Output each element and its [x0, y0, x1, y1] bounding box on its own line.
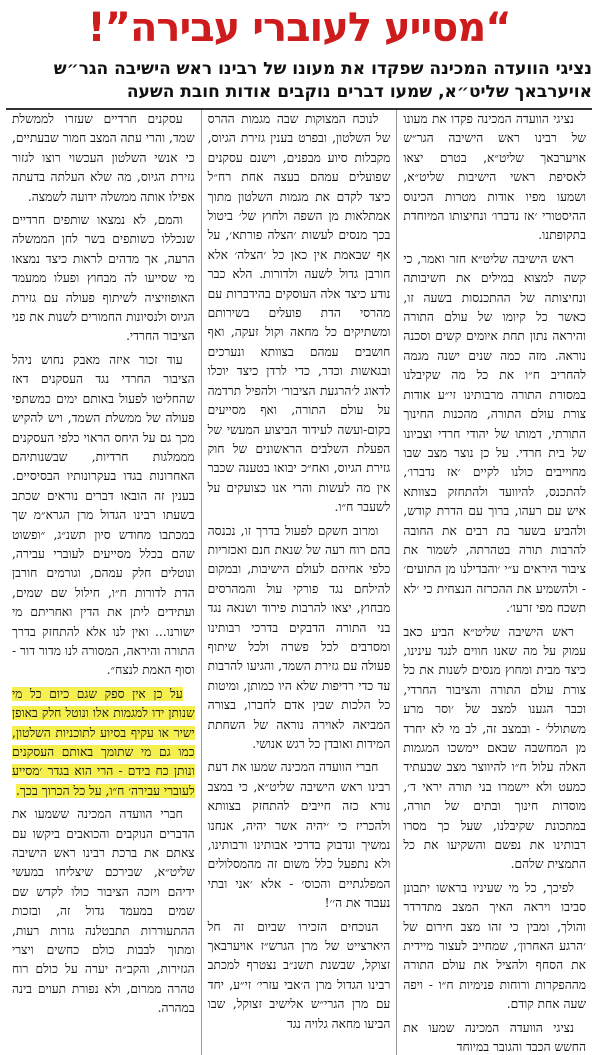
highlighted-paragraph [12, 685, 195, 801]
paragraph: חברי הוועדה המכינה שמעו את דעת רבינו ראש הישיבה שליט״א, כי במצב נורא כזה חייבים להתחזק בצוותא ולהכריז כי ׳יהיה אשר יהיה, אנחנו נמשיך ונדבוק בדרכי אבותינו ורבותינו, ולא נתפעל כלל משום זה מהמסלולים המפלגתיים והכוס׳ - אלא ׳אני ובתי נעבוד את ה׳׳! [207, 760, 391, 911]
column-left [6, 110, 201, 1055]
headline: “מסייע לעוברי עבירה”! [87, 5, 511, 51]
paragraph: ומרוב חשקם לפעול בדרך זו, נכנסה בהם רוח רעה של שנאת חנם ואכזריות כלפי אחיהם לעולם הישיבות, ובמקום להילחם נגד פורקי עול והמהרסים מבחוץ, יצאו להרבות פירוד ושנאה נגד בני התורה הדבקים בדרכי רבותינו ומסרבים לכל פשרה ולכל שיתוף פעולה עם גזירת השמד, והגיעו להרבות עד כדי רדיפות שלא היו כמותן, ומיטות כל הלכות שבין אדם לחברו, בצורה המביאה לאוירה נוראה של השחתת המידות ואובדן כל רגש אנושי. [207, 523, 391, 751]
paragraph: עסקנים חרדיים שעזרו לממשלת שמד, והרי עתה המצב חמור שבעתיים, כי אנשי השלטון העכשוי רוצו לגזור גזירת הגיוס, מה שלא העלתה בדעתה אפילו אותה ממשלה ידועה לשמצה. [11, 112, 195, 204]
paragraph: ראש הישיבה שליט״א הביע כאב עמוק על מה שאנו חווים לנגד עינינו, כיצד מבית ומחוץ מנסים לשנות את כל צורת עולם התורה והציבור החרדי, וכבר הגענו למצב של ׳וסר מרע משתולל׳ - ובמצב זה, לב מי לא יחרד מן המחשבה שבאם יימשכו המגמות האלה עלול ח״ו להיווצר מצב שבעתיד כמעט ולא יישמרו בני תורה יראי ד׳, מוסדות חינוך ובתים של תורה, במתכונת שקיבלנו, שעל כך מסרו רבותינו את נפשם והשקיעו את כל התמצית שלהם. [403, 624, 586, 872]
column-middle [201, 110, 397, 1055]
highlight-marker: על כן אין ספק שגם כיום כל מי שנותן ידו למגמות אלו ונוטל חלק באופן ישיר או עקיף בסיוע לתוכניות השלטון, כמו גם מי שתומך באותם העסקנים ונותן כח בידם - הרי הוא בגדר ׳מסייע לעוברי עבירה׳ ח״ו, על כל הכרוך בכך. [11, 686, 195, 798]
article-columns [6, 110, 592, 1055]
paragraph: והמם, לא נמצאו שותפים חרדיים שנכללו כשותפים בשר לחן הממשלה הרעה, אך מדהים לראות כיצד נמצאו מי שסייעו לה מבחוץ ופעלו ממעמד האופוזיציה לשיתוף פעולה עם גזירת הגיוס ולנסיונות החמורים לשנות את פני הציבור החרדי. [11, 213, 195, 344]
paragraph: לפיכך, כל מי שעיניו בראשו יתבונן סביבו ויראה האיך המצב מתדרדר והולך, ומבין כי זהו מצב חירום של ׳הרגע האחרון׳, שמחייב לעצור מיידית את הסחף ולהציל את עולם התורה מההפקרות ורוחות פנימיות ח״ו - ויפה שעה אחת קודם. [403, 880, 586, 1012]
paragraph: נציגי הוועדה המכינה פקדו את מעונו של רבינו ראש הישיבה הגר״ש אויערבאך שליט״א, בטרם יצאו לאסיפת ראשי הישיבות שליט״א, ושמעו מפיו אודות מטרות הכינוס ההיסטורי ׳אז נדברו׳ ונחיצותו המיוחדת בתקופתנו. [403, 112, 586, 243]
paragraph: הנוכחים הזכירו שביום זה חל היארצייט של מרן הגרש״ז אויערבאך זצוקל, שבשנת תשנ״ב נצטרף למכתב רבינו הגדול מרן ה׳אבי עזרי׳ זי״ע, יחד עם מרן הגרי״ש אלישיב זצוקל, שבו הביעו מחאה גלויה נגד [207, 919, 391, 1031]
paragraph: חברי הוועדה המכינה ששמעו את הדברים הנוקבים והכואבים ביקשו עם צאתם את ברכת רבינו ראש הישיבה שליט״א, שבירכם שיצליחו במעשי ידיהם ויזכה הציבור כולו לקדש שם שמים במעמד גדול זה, ובזכות ההתעוררות תתבטלנה גזרות רעות, ומתוך לבבות כולם כחשים ויצרי הגזירות, והקב״ה יערה על כולם רוח טהרה ממרום, ולא נפורת תעוים בינה במהרה. [11, 807, 195, 1016]
paragraph: נציגי הוועדה המכינה שמעו את החשש הכבד והגובר במיוחד [403, 1020, 586, 1055]
paragraph: לנוכח המצוקות שבה מגמות ההרס של השלטון, ובפרט בענין גזירת הגיוס, מקבלות סיוע מבפנים, וישנם עסקנים שפועלים עמהם בעצה אחת רח״ל כיצד לקדם את מגמות השלטון מתוך אמתלאות מן השפה ולחוץ של׳ ביטול בכך מנסים לעשות ׳הצלה פורתא׳, על אף שבאמת אין כאן כל ׳הצלה׳ אלא חורבן גדול לשעה ולדורות. הלא כבר נודע כיצד אלה העוסקים בהידברות עם מהרסי הדת פועלים בשירותם ומשתיקים כל מחאה וקול זעקה, ואף חושבים עמהם בצוותא ונערכים ובגאשות וכדר, כדי לרדן כיצד יוכלו לדאוג ל׳הרגעת הציבור׳ ולהפיל תרדמה על עולם התורה, ואף מסייעים בקום-ועשה לעידוד הביצוע המעשי של הפעלת השלבים הראשונים של חוק גזירת הגיוס, ואח״כ יבואו בטענה שכבר אין מה לעשות והרי אנו כצועקים על לשעבר ח״ו. [207, 112, 391, 515]
subheadline-line-2: אויערבאך שליט״א, שמעו דברים נוקבים אודות חובת השעה [126, 82, 592, 102]
paragraph: עוד זכור איזה מאבק נחוש ניהל הציבור החרדי נגד העסקנים דאז שהחליטו לפעול באותם ימים כמשתפי פעולה של ממשלת השמד, ויש להקיש מכך גם על היחס הראוי כלפי העסקנים מממלגות חרדיות, שבשנותיהם האחרונות בגדו בעקרונותיו הבסיסיים. בענין זה הובאו דברים נוראים שכתב בשעתו רבינו הגדול מרן הגרא״מ שך במכתבו מחודש סיון תשנ״ג, ״ופשוט שהם בכלל מסייעים לעוברי עבירה, ונוטלים חלק עמהם, וגורמים חורבן הדת לדורות ח״ו, חילול שם שמים, ועתידים ליתן את הדין ואחריתם מי ישורנו... ואין לנו אלא להתחזק בדרך התורה והיראה, המסורה לנו מדור דור - וסוף האמת לנצח״. [11, 352, 195, 678]
subheadline [6, 58, 592, 104]
paragraph: ראש הישיבה שליט״א חזר ואמר, כי קשה למצוא במילים את חשיבותה ונחיצותה של ההתכנסות בשעה זו, כאשר כל קיומו של עולם התורה והיראה נתון תחת איומים קשים וסכנה נוראה. מזה כמה שנים ישנה מגמה להחריב ח״ו את כל מה שקיבלנו במסורת התורה מרבותינו זי״ע אודות צורת עולם התורה, מהכנות החינוך התורתי, דמותו של יהודי חרדי וצביונו של בית חרדי. על כן נוצר מצב שבו מחוייבים כולנו לקיים ׳אז נדברו׳, להתכנס, להיוועד ולהתחזק בצוותא איש עם רעהו, ברוך עם הדרת קודש, ולהביע בשער בת רבים את החובה להרבות תורה בטהרתה, לשמור את ציבור היראים ע״י ׳והבדילנו מן התועים׳ - ולהשמיע את ההכרזה הנצחית כי ׳לא תשכח מפי זרעו׳. [403, 251, 586, 616]
column-right [396, 110, 592, 1055]
subheadline-line-1: נציגי הוועדה המכינה שפקדו את מעונו של רבינו ראש הישיבה הגר״ש [53, 59, 592, 79]
